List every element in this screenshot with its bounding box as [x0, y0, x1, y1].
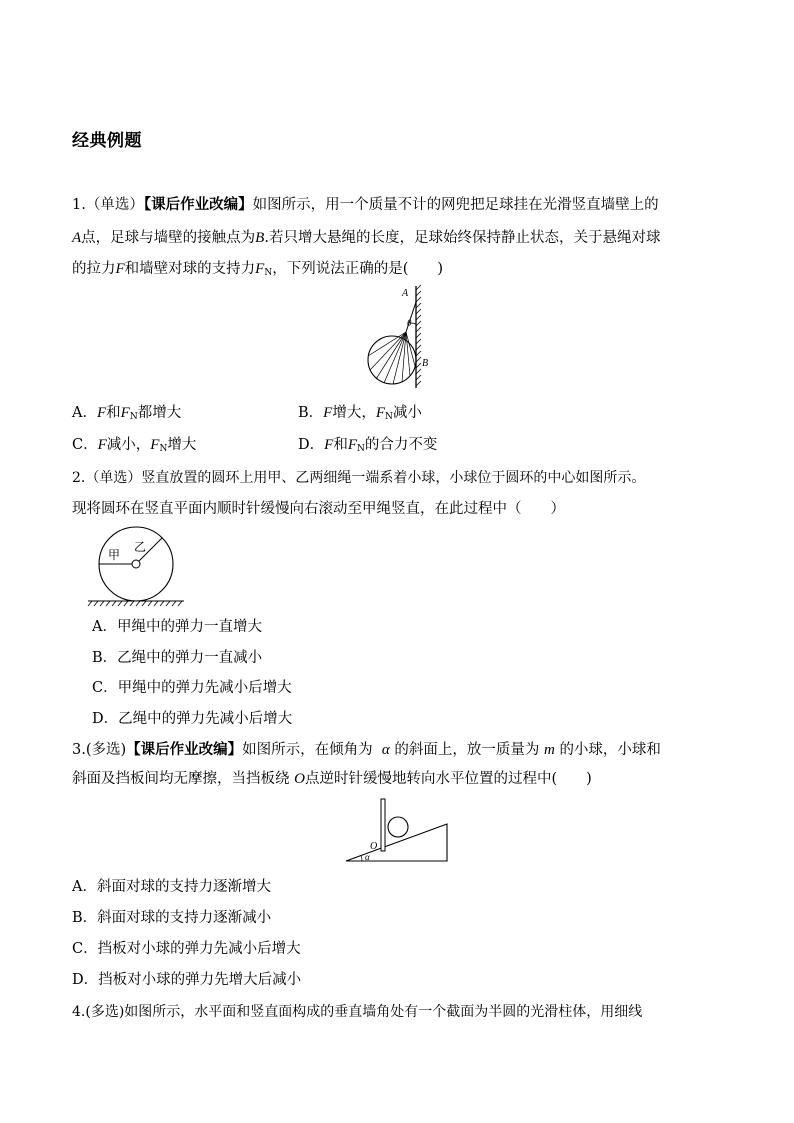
q3-fig-label-o: O [370, 841, 378, 852]
q1-line-3 [72, 259, 443, 283]
q1-text-2a: 点，足球与墙壁的接触点为 [81, 230, 256, 246]
q1-text-2b: .若只增大悬绳的长度，足球始终保持静止状态，关于悬绳对球 [264, 230, 661, 246]
q1-opt-d-label: D． [298, 437, 325, 453]
q3-var-alpha: α [381, 742, 390, 758]
q1-net [368, 332, 415, 384]
q1-opt-c-n: N [159, 444, 168, 454]
q1-sub-n: N [264, 268, 273, 278]
q1-opt-b-f: F [323, 405, 333, 421]
q1-option-b [298, 403, 422, 427]
q1-type: （单选） [85, 197, 144, 213]
q2-figure-ring [88, 526, 188, 608]
q1-var-fn: F [255, 261, 265, 277]
q1-figure-ball-wall [360, 284, 440, 394]
q1-opt-a-n: N [129, 412, 138, 422]
q3-var-m: m [543, 742, 555, 758]
q1-text-3b: 和墙壁对球的支持力 [124, 261, 256, 277]
q3-text-1b: 的斜面上，放一质量为 [394, 742, 540, 758]
q4-line-1: 4.(多选)如图所示，水平面和竖直面构成的垂直墙角处有一个截面为半圆的光滑柱体，用细线 [72, 1004, 643, 1020]
q1-text-3a: 的拉力 [72, 261, 116, 277]
q1-line-2 [72, 228, 660, 248]
q3-tag: 【课后作业改编】 [126, 742, 243, 758]
q2-line-1: 2.（单选）竖直放置的圆环上用甲、乙两细绳一端系着小球，小球位于圆环的中心如图所示。 [72, 470, 646, 486]
q2-option-c: C．甲绳中的弹力先减小后增大 [92, 680, 292, 696]
q1-option-d [298, 435, 437, 459]
q2-fig-label-yi: 乙 [134, 540, 147, 554]
q3-text-2a: 斜面及挡板间均无摩擦，当挡板绕 [72, 771, 290, 787]
q1-var-f: F [115, 261, 125, 277]
q1-opt-b-fn: F [375, 405, 385, 421]
q1-fig-label-theta: θ [407, 318, 412, 328]
q1-opt-c-mid: 减小， [106, 437, 151, 453]
q1-opt-a-fn: F [120, 405, 130, 421]
q3-option-a: A．斜面对球的支持力逐渐增大 [72, 879, 271, 895]
q1-tag: 【课后作业改编】 [143, 197, 253, 213]
q1-opt-c-fn: F [150, 437, 160, 453]
q3-number: 3. [72, 742, 86, 758]
q1-option-c [72, 435, 196, 459]
q1-fig-label-a: A [402, 288, 409, 299]
q1-opt-d-n: N [356, 444, 365, 454]
q1-opt-b-label: B． [298, 405, 324, 421]
q1-opt-a-f: F [96, 405, 107, 421]
q3-figure-incline [344, 797, 450, 865]
q2-option-a: A．甲绳中的弹力一直增大 [92, 619, 262, 635]
q1-opt-d-mid: 和 [333, 437, 348, 453]
q2-line-2: 现将圆环在竖直平面内顺时针缓慢向右滚动至甲绳竖直，在此过程中（ ） [72, 501, 565, 517]
q3-option-d: D．挡板对小球的弹力先增大后减小 [72, 972, 302, 988]
q1-opt-a-end: 都增大 [137, 405, 182, 421]
q2-option-d: D．乙绳中的弹力先减小后增大 [92, 711, 293, 727]
q1-option-a [72, 403, 181, 427]
q1-var-b: B [255, 230, 265, 246]
q1-opt-d-end: 的合力不变 [364, 437, 438, 453]
q3-baffle [381, 799, 385, 851]
q1-opt-c-label: C． [72, 437, 98, 453]
q1-number: 1. [72, 197, 86, 213]
q1-var-a: A [72, 230, 82, 246]
q1-opt-c-f: F [97, 437, 107, 453]
q1-opt-b-end: 减小 [392, 405, 422, 421]
q3-fig-label-alpha: α [365, 852, 370, 862]
section-heading: 经典例题 [72, 131, 142, 151]
q2-option-b: B．乙绳中的弹力一直减小 [92, 650, 263, 666]
q1-opt-d-fn: F [347, 437, 357, 453]
q1-fig-label-b: B [422, 358, 429, 369]
q3-line-1 [72, 740, 661, 760]
q3-line-2 [72, 769, 592, 789]
q3-ball [388, 817, 408, 837]
q1-text-3c: ，下列说法正确的是( ) [272, 261, 444, 277]
q1-opt-a-mid: 和 [106, 405, 121, 421]
q3-option-b: B．斜面对球的支持力逐渐减小 [72, 910, 272, 926]
q2-small-ball [132, 560, 140, 568]
q3-text-1c: 的小球，小球和 [559, 742, 661, 758]
q3-text-2b: 点逆时针缓慢地转向水平位置的过程中( ) [304, 771, 592, 787]
q3-text-1a: 如图所示，在倾角为 [242, 742, 373, 758]
q3-type: (多选) [85, 742, 127, 758]
q3-var-o: O [294, 771, 305, 787]
q2-fig-label-jia: 甲 [108, 548, 121, 562]
q1-line-1 [72, 195, 659, 215]
q1-opt-b-n: N [385, 412, 393, 422]
q1-opt-d-f: F [324, 437, 334, 453]
q1-opt-a-label: A． [72, 405, 97, 421]
q3-option-c: C．挡板对小球的弹力先减小后增大 [72, 941, 301, 957]
q1-text-1: 如图所示，用一个质量不计的网兜把足球挂在光滑竖直墙壁上的 [252, 197, 659, 213]
q1-opt-b-mid: 增大， [332, 405, 376, 421]
q1-opt-c-end: 增大 [167, 437, 197, 453]
